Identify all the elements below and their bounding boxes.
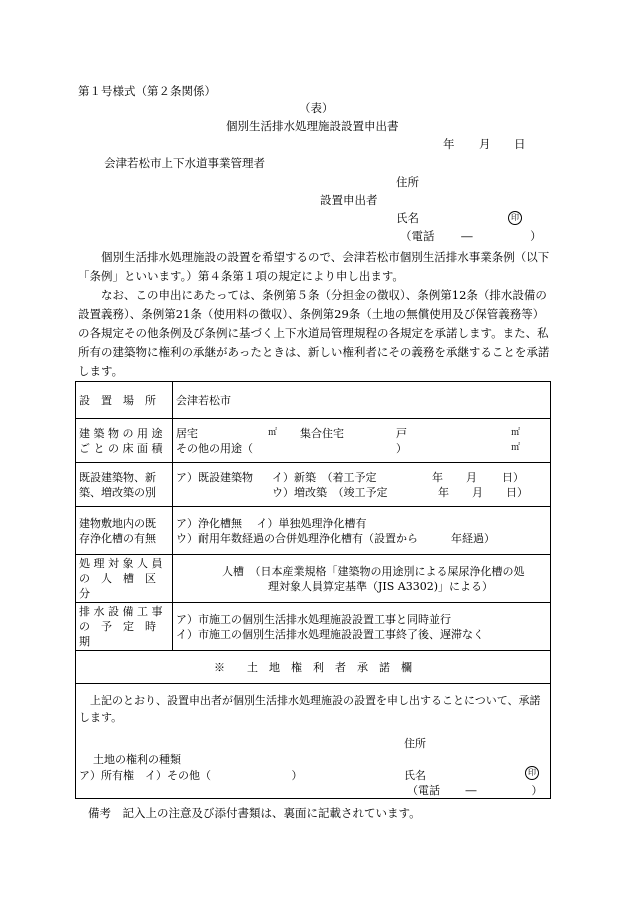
row-building-type	[76, 463, 551, 507]
row-septic-tank	[76, 507, 551, 555]
page-title: 個別生活排水処理施設設置申出書	[226, 119, 399, 133]
row-consent-body	[76, 684, 551, 799]
persons-value: 人槽 （日本産業規格「建築物の用途別による屎尿浄化槽の処 理対象人員算定基準（JIS A3302)」による）	[173, 555, 551, 603]
floor-area-value: 居宅 ㎡ 集合住宅 戸 ㎡ その他の用途（ ） ㎡	[173, 419, 551, 463]
consent-text: 上記のとおり、設置申出者が個別生活排水処理施設の設置を申し出することについて、承諾します。	[79, 694, 541, 724]
row-consent-header	[76, 651, 551, 684]
row-persons	[76, 555, 551, 603]
floor-area-label: 建 築 物 の 用 途 ご と の 床 面 積	[76, 419, 173, 463]
consent-header: ※ 土 地 権 利 者 承 諾 欄	[76, 651, 551, 684]
applicant-name-label: 氏名	[396, 211, 419, 225]
body-paragraph-2: なお、この申出にあたっては、条例第５条（分担金の徴収）、条例第12条（排水設備の設置義務）、条例第21条（使用料の徴収）、条例第29条（土地の無償使用及び保管義務等）の各規定その他条例及び条例に基づく上下水道局管理規程の各規定を承諾します。また、私所有の建築物に権利の承継があったときは、新しい権利者にその義務を承継することを承諾します。	[78, 288, 550, 378]
land-rights-options: ア）所有権 イ）その他（ ）	[79, 769, 303, 782]
persons-label: 処 理 対 象 人 員 の 人 槽 区 分	[76, 555, 173, 603]
body-paragraph-1: 個別生活排水処理施設の設置を希望するので、会津若松市個別生活排水事業条例（以下「条例」といいます。）第４条第１項の規定により申し出ます。	[78, 250, 550, 283]
consent-name-label: 氏名	[404, 769, 426, 782]
applicant-address-label: 住所	[396, 175, 419, 189]
row-location	[76, 382, 551, 419]
body-text	[78, 248, 550, 381]
schedule-label: 排 水 設 備 工 事 の 予 定 時 期	[76, 603, 173, 651]
building-type-value: ア）既設建築物 イ）新築 （着工予定 年 月 日） ウ）増改築 （竣工予定 年 月 日）	[173, 463, 551, 507]
building-type-label: 既設建築物、新 築、増改築の別	[76, 463, 173, 507]
form-number: 第１号様式（第２条関係）	[78, 84, 216, 98]
consent-seal-icon: 印	[525, 766, 539, 780]
row-schedule	[76, 603, 551, 651]
schedule-value: ア）市施工の個別生活排水処理施設設置工事と同時並行 イ）市施工の個別生活排水処理施設設置工事終了後、遅滞なく	[173, 603, 551, 651]
consent-phone: （電話 ― ）	[407, 784, 543, 797]
consent-body	[76, 684, 551, 799]
footnote: 備考 記入上の注意及び添付書類は、裏面に記載されています。	[88, 806, 421, 820]
consent-address-label: 住所	[404, 737, 426, 750]
location-label: 設 置 場 所	[76, 382, 173, 419]
date-year: 年	[443, 137, 455, 151]
side-label: （表）	[299, 101, 334, 115]
location-value: 会津若松市	[173, 382, 551, 419]
row-floor-area	[76, 419, 551, 463]
addressee: 会津若松市上下水道事業管理者	[104, 156, 265, 170]
septic-tank-label: 建物敷地内の既 存浄化槽の有無	[76, 507, 173, 555]
applicant-seal-icon: 印	[508, 211, 522, 225]
application-table	[75, 381, 551, 799]
septic-tank-value: ア）浄化槽無 イ）単独処理浄化槽有 ウ）耐用年数経過の合併処理浄化槽有（設置から 年経過）	[173, 507, 551, 555]
date-day: 日	[514, 137, 526, 151]
land-rights-label: 土地の権利の種類	[93, 753, 181, 766]
applicant-role-label: 設置申出者	[320, 193, 378, 207]
applicant-phone: （電話 ― ）	[400, 229, 542, 243]
date-month: 月	[479, 137, 491, 151]
